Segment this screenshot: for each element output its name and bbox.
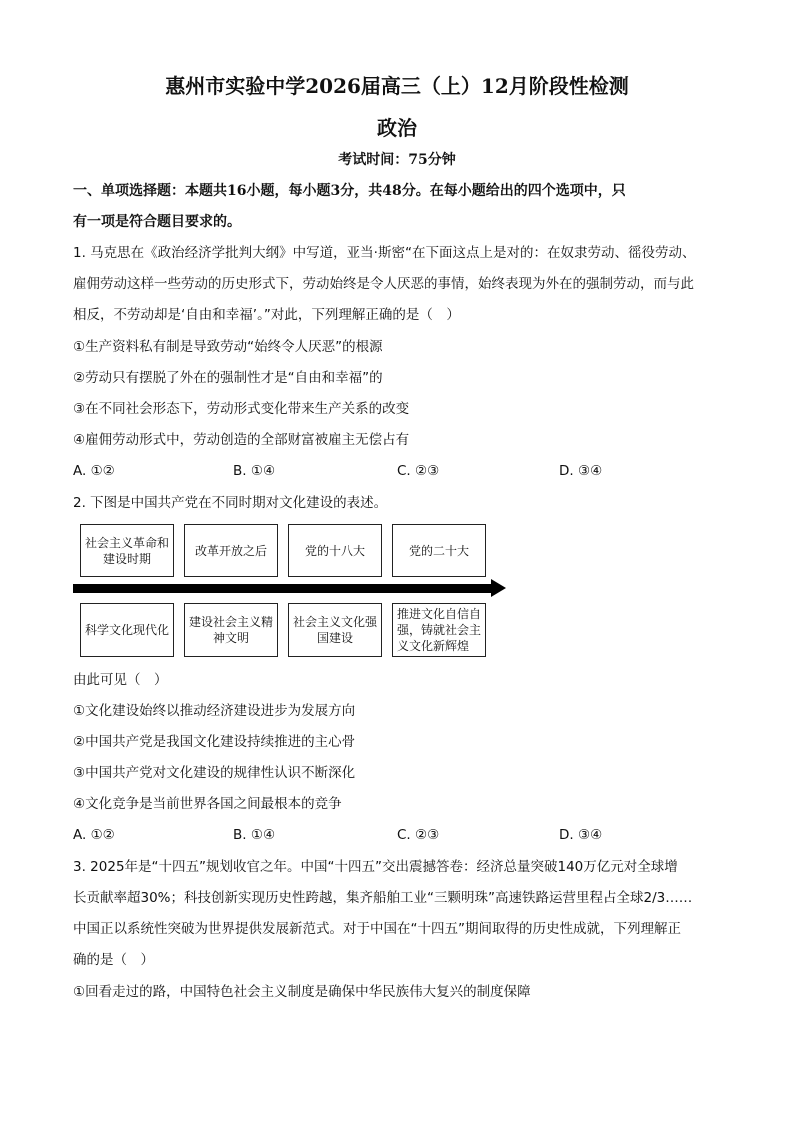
q2-choice-c: C. ②③ — [397, 827, 440, 843]
subject-title: 政治 — [377, 116, 417, 140]
q1-choice-c: C. ②③ — [397, 463, 440, 479]
q1-statement: ①生产资料私有制是导致劳动“始终令人厌恶”的根源 — [73, 339, 383, 355]
exam-time: 考试时间：75分钟 — [338, 152, 456, 168]
period-box: 改革开放之后 — [184, 524, 278, 577]
q3-stem-line: 确的是（ ） — [73, 952, 154, 968]
q2-stem: 2. 下图是中国共产党在不同时期对文化建设的表述。 — [73, 495, 388, 511]
q1-statement: ②劳动只有摆脱了外在的强制性才是“自由和幸福”的 — [73, 370, 383, 386]
timeline-arrow-head-icon — [491, 579, 506, 597]
q1-stem-line: 1. 马克思在《政治经济学批判大纲》中写道，亚当·斯密“在下面这点上是对的：在奴隶劳动、徭役劳动、 — [73, 245, 696, 261]
q2-statement: ②中国共产党是我国文化建设持续推进的主心骨 — [73, 734, 356, 750]
q1-stem-line: 雇佣劳动这样一些劳动的历史形式下，劳动始终是令人厌恶的事情，始终表现为外在的强制劳动，而与此 — [73, 276, 694, 292]
statement-box: 社会主义文化强国建设 — [288, 603, 382, 657]
q3-statement: ①回看走过的路，中国特色社会主义制度是确保中华民族伟大复兴的制度保障 — [73, 984, 531, 1000]
q3-stem-line: 3. 2025年是“十四五”规划收官之年。中国“十四五”交出震撼答卷：经济总量突破140万亿元对全球增 — [73, 859, 678, 875]
q2-statement: ①文化建设始终以推动经济建设进步为发展方向 — [73, 703, 356, 719]
q1-statement: ④雇佣劳动形式中，劳动创造的全部财富被雇主无偿占有 — [73, 432, 410, 448]
statement-box: 推进文化自信自强，铸就社会主义文化新辉煌 — [392, 603, 486, 657]
q1-choice-a: A. ①② — [73, 463, 115, 479]
exam-title: 惠州市实验中学2026届高三（上）12月阶段性检测 — [165, 74, 629, 98]
q3-stem-line: 中国正以系统性突破为世界提供发展新范式。对于中国在“十四五”期间取得的历史性成就，下列理解正 — [73, 921, 681, 937]
q1-stem-line: 相反，不劳动却是‘自由和幸福’。”对此，下列理解正确的是（ ） — [73, 307, 460, 323]
q1-choice-d: D. ③④ — [559, 463, 603, 479]
q1-statement: ③在不同社会形态下，劳动形式变化带来生产关系的改变 — [73, 401, 410, 417]
q3-stem-line: 长贡献率超30%；科技创新实现历史性跨越，集齐船舶工业“三颗明珠”高速铁路运营里程占全球2/3…… — [73, 890, 693, 906]
statement-box: 建设社会主义精神文明 — [184, 603, 278, 657]
q2-choice-b: B. ①④ — [233, 827, 276, 843]
q2-statement: ③中国共产党对文化建设的规律性认识不断深化 — [73, 765, 356, 781]
period-box: 党的二十大 — [392, 524, 486, 577]
period-box: 社会主义革命和建设时期 — [80, 524, 174, 577]
section-heading-line-2: 有一项是符合题目要求的。 — [73, 214, 241, 230]
q2-statement: ④文化竞争是当前世界各国之间最根本的竞争 — [73, 796, 342, 812]
q2-choice-a: A. ①② — [73, 827, 115, 843]
period-box: 党的十八大 — [288, 524, 382, 577]
q2-choice-d: D. ③④ — [559, 827, 603, 843]
q1-choice-b: B. ①④ — [233, 463, 276, 479]
q2-lead: 由此可见（ ） — [73, 672, 168, 688]
statement-box: 科学文化现代化 — [80, 603, 174, 657]
timeline-arrow-shaft — [73, 584, 493, 593]
section-heading-line-1: 一、单项选择题：本题共16小题，每小题3分，共48分。在每小题给出的四个选项中，只 — [73, 183, 626, 199]
